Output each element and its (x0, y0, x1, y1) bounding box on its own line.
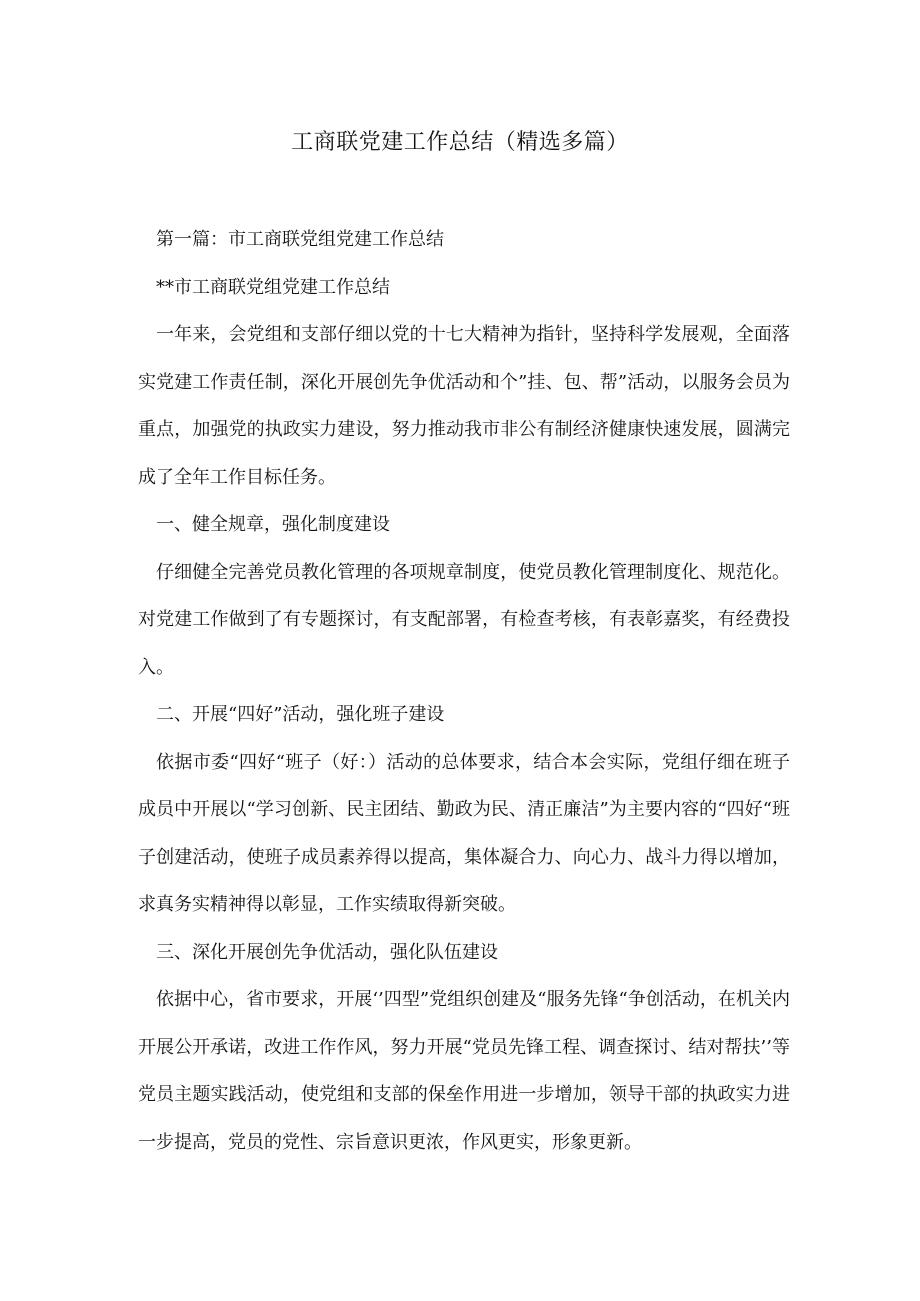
paragraph-one: 仔细健全完善党员教化管理的各项规章制度，使党员教化管理制度化、规范化。对党建工作做到了有专题探讨，有支配部署，有检查考核，有表彰嘉奖，有经费投入。 (138, 561, 790, 678)
document-title: 工商联党建工作总结（精选多篇） (291, 130, 629, 155)
heading-one: 一、健全规章，强化制度建设 (156, 514, 390, 535)
section-title: 第一篇：市工商联党组党建工作总结 (156, 229, 444, 250)
document-subtitle: **市工商联党组党建工作总结 (156, 276, 390, 298)
heading-two: 二、开展“四好”活动，强化班子建设 (156, 704, 445, 725)
paragraph-two: 依据市委“四好“班子（好：）活动的总体要求，结合本会实际，党组仔细在班子成员中开展以“学习创新、民主团结、勤政为民、清正廉洁”为主要内容的“四好“班子创建活动，使班子成员素养得以提高，集体凝合力、向心力、战斗力得以增加，求真务实精神得以彰显，工作实绩取得新突破。 (138, 751, 790, 915)
paragraph-three: 依据中心，省市要求，开展‘’四型”党组织创建及“服务先锋“争创活动，在机关内开展公开承诺，改进工作作风，努力开展“党员先锋工程、调查探讨、结对帮扶’’等党员主题实践活动，使党组和支部的保垒作用进一步增加，领导干部的执政实力进一步提高，党员的党性、宗旨意识更浓，作风更实，形象更新。 (138, 989, 790, 1153)
intro-paragraph: 一年来，会党组和支部仔细以党的十七大精神为指针，坚持科学发展观，全面落实党建工作责任制，深化开展创先争优活动和个”挂、包、帮”活动，以服务会员为重点，加强党的执政实力建设，努力推动我市非公有制经济健康快速发展，圆满完成了全年工作目标任务。 (138, 324, 790, 488)
document-body (138, 216, 790, 1166)
heading-three: 三、深化开展创先争优活动，强化队伍建设 (156, 941, 498, 963)
